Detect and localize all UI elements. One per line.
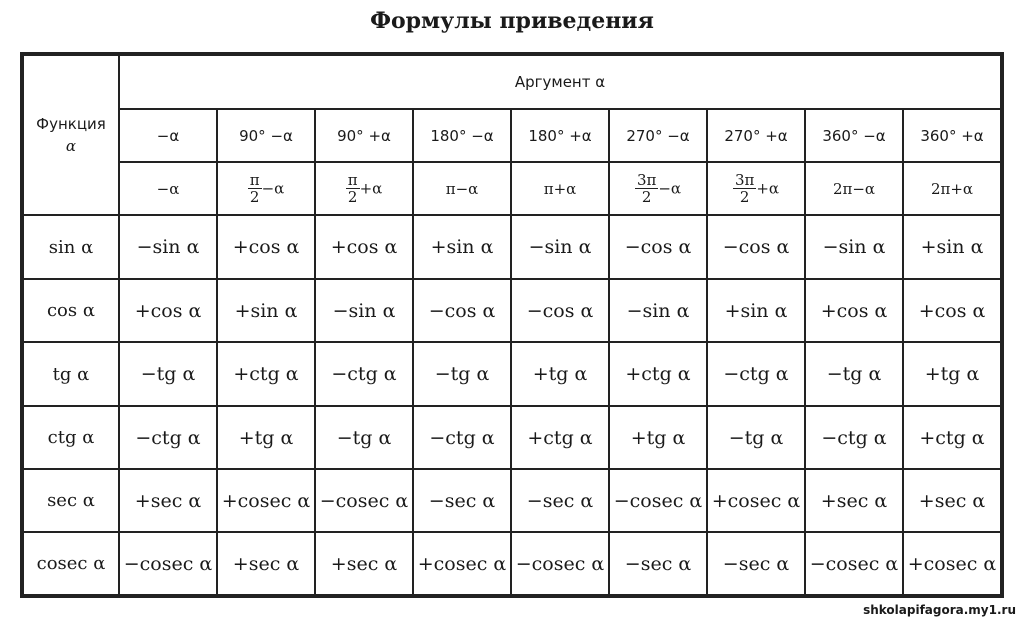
radian-arg-cell [315,162,413,215]
fraction-numerator: π [249,171,260,189]
formula-cell: +sec α [315,532,413,595]
formula-cell: +cos α [315,215,413,279]
formula-cell: +tg α [609,406,707,469]
fraction-numerator: 3π [636,171,657,189]
formula-cell: −cosec α [315,469,413,532]
function-header-cell [23,55,119,215]
table-row [23,279,1001,342]
formula-cell: −ctg α [315,342,413,406]
fraction [635,172,658,205]
radian-arg-text: π+α [543,179,577,198]
formula-cell: +sec α [119,469,217,532]
formula-cell: +cos α [903,279,1001,342]
degree-arg-cell: 360° +α [903,109,1001,162]
radian-arg-cell [609,162,707,215]
formula-cell: −cosec α [609,469,707,532]
formula-cell: −sec α [707,532,805,595]
argument-header: Аргумент α [119,55,1001,109]
formula-cell: −sin α [511,215,609,279]
formula-cell: +cosec α [707,469,805,532]
degree-arg-cell: 270° −α [609,109,707,162]
degree-arg-cell: 360° −α [805,109,903,162]
fraction-denominator: 2 [641,188,652,206]
radian-arg-cell [217,162,315,215]
formula-cell: −sec α [511,469,609,532]
formula-cell: −sin α [609,279,707,342]
formula-cell: +cosec α [903,532,1001,595]
degree-args-row [23,109,1001,162]
formula-cell: −sec α [413,469,511,532]
radian-arg-cell [805,162,903,215]
fraction [346,172,360,205]
fraction-denominator: 2 [249,188,260,206]
formula-cell: +tg α [511,342,609,406]
formula-cell: −sin α [119,215,217,279]
table-row [23,532,1001,595]
formula-cell: +ctg α [511,406,609,469]
radian-args-row [23,162,1001,215]
fraction [248,172,262,205]
formula-cell: −sin α [805,215,903,279]
formula-cell: −ctg α [707,342,805,406]
radian-arg-rest: −α [658,179,682,198]
table-row [23,469,1001,532]
radian-arg-cell [707,162,805,215]
site-credit: shkolapifagora.my1.ru [863,603,1016,617]
formula-cell: −cos α [511,279,609,342]
function-name-cell: sin α [23,215,119,279]
formula-cell: +cos α [217,215,315,279]
table-row [23,342,1001,406]
formula-cell: +cosec α [413,532,511,595]
formula-cell: −cos α [609,215,707,279]
fraction-numerator: π [347,171,358,189]
degree-arg-cell: 180° +α [511,109,609,162]
radian-arg-cell [903,162,1001,215]
radian-arg-text: 2π+α [930,179,974,198]
formula-cell: +tg α [217,406,315,469]
formula-cell: +sec α [805,469,903,532]
formula-cell: −tg α [119,342,217,406]
radian-arg-rest: −α [261,179,285,198]
radian-arg-rest: +α [359,179,383,198]
degree-arg-cell: 180° −α [413,109,511,162]
formula-cell: −cos α [707,215,805,279]
formula-cell: −sin α [315,279,413,342]
table-row [23,215,1001,279]
formula-cell: −cosec α [805,532,903,595]
formula-cell: +sin α [707,279,805,342]
formula-cell: −ctg α [805,406,903,469]
degree-arg-cell: 90° −α [217,109,315,162]
fraction-numerator: 3π [734,171,755,189]
fraction-denominator: 2 [739,188,750,206]
fraction [733,172,756,205]
formula-cell: +cosec α [217,469,315,532]
fraction-denominator: 2 [347,188,358,206]
function-name-cell: ctg α [23,406,119,469]
formula-cell: −tg α [805,342,903,406]
page-title: Формулы приведения [370,8,654,34]
reduction-formulas-table-frame [20,52,1004,598]
function-name-cell: sec α [23,469,119,532]
formula-cell: −cosec α [511,532,609,595]
degree-arg-cell: 270° +α [707,109,805,162]
formula-cell: +ctg α [903,406,1001,469]
formula-cell: +sec α [217,532,315,595]
formula-cell: +sin α [413,215,511,279]
radian-arg-cell [119,162,217,215]
formula-cell: +ctg α [609,342,707,406]
formula-cell: −tg α [707,406,805,469]
formula-cell: −tg α [413,342,511,406]
formula-cell: +cos α [805,279,903,342]
formula-cell: +cos α [119,279,217,342]
radian-arg-text: 2π−α [832,179,876,198]
table-row [23,406,1001,469]
radian-arg-text: π−α [445,179,479,198]
function-header-var: α [65,137,77,155]
radian-arg-cell [413,162,511,215]
formula-cell: −ctg α [119,406,217,469]
formula-cell: −cos α [413,279,511,342]
function-header-label: Функция [36,115,106,133]
formula-cell: +tg α [903,342,1001,406]
radian-arg-text: −α [156,179,180,198]
formula-cell: −sec α [609,532,707,595]
function-name-cell: cosec α [23,532,119,595]
function-name-cell: tg α [23,342,119,406]
formula-cell: −cosec α [119,532,217,595]
radian-arg-rest: +α [756,179,780,198]
reduction-formulas-table [22,54,1002,596]
function-name-cell: cos α [23,279,119,342]
formula-cell: +sin α [217,279,315,342]
formula-cell: +sec α [903,469,1001,532]
formula-cell: +sin α [903,215,1001,279]
formula-cell: −tg α [315,406,413,469]
formula-cell: +ctg α [217,342,315,406]
radian-arg-cell [511,162,609,215]
degree-arg-cell: 90° +α [315,109,413,162]
degree-arg-cell: −α [119,109,217,162]
formula-cell: −ctg α [413,406,511,469]
